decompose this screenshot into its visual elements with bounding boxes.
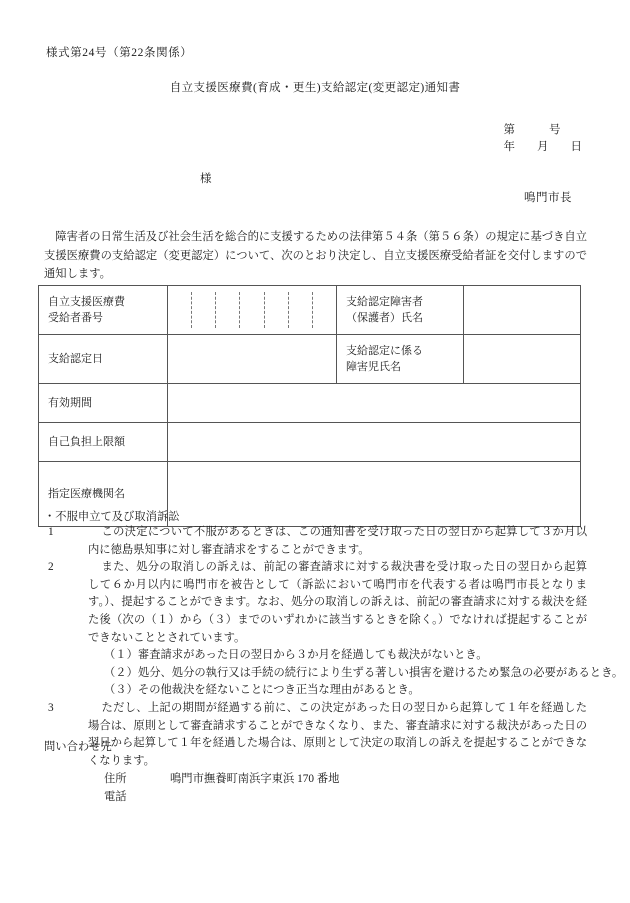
- appeal-item-number: 2: [48, 561, 54, 574]
- appeal-item-1: [44, 524, 587, 559]
- number-cell[interactable]: [313, 292, 336, 328]
- contact-details: [104, 770, 339, 806]
- number-cell[interactable]: [168, 292, 192, 328]
- appeal-item-number: 1: [48, 526, 54, 538]
- number-cell[interactable]: [265, 292, 289, 328]
- number-suffix-label: 号: [549, 124, 561, 136]
- field-valid-period[interactable]: [168, 384, 581, 423]
- field-recipient-number[interactable]: [168, 286, 337, 335]
- field-self-pay-limit[interactable]: [168, 423, 581, 462]
- issuer-name: 鳴門市長: [524, 192, 572, 204]
- form-table: [38, 285, 581, 527]
- appeal-item-text: この決定について不服があるときは、この通知書を受け取った日の翌日から起算して３か月以内に徳島県知事に対し審査請求をすることができます。: [88, 526, 587, 556]
- table-row: [39, 423, 581, 462]
- label-recipient-number: 自立支援医療費 受給者番号: [39, 286, 168, 335]
- appeal-item-3: [44, 700, 587, 770]
- appeals-section: [44, 524, 624, 770]
- number-cell-grid: [168, 292, 336, 328]
- appeal-sub-item: （２）処分、処分の執行又は手続の続行により生ずる著しい損害を避けるため緊急の必要があるとき。: [104, 666, 624, 679]
- field-designated-institution[interactable]: [168, 462, 581, 527]
- field-certification-date[interactable]: [168, 335, 337, 384]
- appeal-item-text: ただし、上記の期間が経過する前に、この決定があった日の翌日から起算して１年を経過した場合は、原則として審査請求することができなくなり、また、審査請求に対する裁決があった日の翌日から起算して１年を経過した場合は、原則として決定の取消しの訴えを提起することができなくなります。: [88, 701, 587, 767]
- date-month-label: 月: [537, 141, 549, 153]
- appeal-sub-item: （１）審査請求があった日の翌日から３か月を経過しても裁決がないとき。: [104, 649, 488, 662]
- date-day-label: 日: [570, 141, 582, 153]
- appeal-sub-item: （３）その他裁決を経ないことにつき正当な理由があるとき。: [104, 684, 420, 697]
- recipient-honorific: 様: [200, 173, 212, 185]
- table-row: [39, 335, 581, 384]
- table-row: [39, 286, 581, 335]
- label-self-pay-limit: 自己負担上限額: [39, 423, 168, 462]
- appeal-item-text: また、処分の取消しの訴えは、前記の審査請求に対する裁決書を受け取った日の翌日から起算して６か月以内に鳴門市を被告として（訴訟において鳴門市を代表する者は鳴門市長となります。）、提起することができます。なお、処分の取消しの訴えは、前記の審査請求に対する裁決を経た後（次の（１）から（３）までのいずれかに該当するときを除く。）でなければ提起することができないこととされています。: [88, 561, 587, 644]
- form-table-wrapper: [38, 285, 581, 527]
- field-certified-person-name[interactable]: [464, 286, 581, 335]
- document-date-line: [504, 139, 583, 156]
- contact-heading: 問い合わせ先: [44, 741, 112, 753]
- contact-address-label: 住所: [104, 773, 127, 785]
- field-disabled-child-name[interactable]: [464, 335, 581, 384]
- intro-paragraph: 障害者の日常生活及び社会生活を総合的に支援するための法律第５４条（第５６条）の規定に基づき自立支援医療費の支給認定（変更認定）について、次のとおり決定し、自立支援医療受給者証を交付しますので通知します。: [44, 231, 587, 280]
- appeal-item-number: 3: [48, 701, 54, 714]
- number-cell[interactable]: [240, 292, 264, 328]
- number-prefix-label: 第: [503, 124, 515, 136]
- contact-address-value: 鳴門市撫養町南浜字東浜 170 番地: [170, 773, 340, 785]
- table-row: [39, 384, 581, 423]
- date-year-label: 年: [503, 141, 515, 153]
- appeal-item-2: [44, 559, 587, 647]
- label-disabled-child-name: 支給認定に係る 障害児氏名: [337, 335, 464, 384]
- contact-phone-label: 電話: [104, 791, 127, 803]
- label-valid-period: 有効期間: [39, 384, 168, 423]
- label-certification-date: 支給認定日: [39, 335, 168, 384]
- appeals-heading: ・不服申立て及び取消訴訟: [44, 511, 180, 523]
- contact-phone-value: [170, 788, 339, 806]
- number-cell[interactable]: [289, 292, 313, 328]
- document-meta: [504, 122, 583, 156]
- label-designated-institution: 指定医療機関名: [39, 462, 168, 527]
- contact-phone-row: [104, 788, 339, 806]
- document-title: 自立支援医療費(育成・更生)支給認定(変更認定)通知書: [169, 82, 461, 94]
- label-certified-person-name: 支給認定障害者 （保護者）氏名: [337, 286, 464, 335]
- number-cell[interactable]: [216, 292, 240, 328]
- appeal-sub-list: [44, 647, 624, 700]
- number-cell[interactable]: [192, 292, 216, 328]
- document-number-line: [504, 122, 583, 139]
- contact-address-row: [104, 770, 339, 788]
- form-number: 様式第24号（第22条関係）: [46, 47, 193, 59]
